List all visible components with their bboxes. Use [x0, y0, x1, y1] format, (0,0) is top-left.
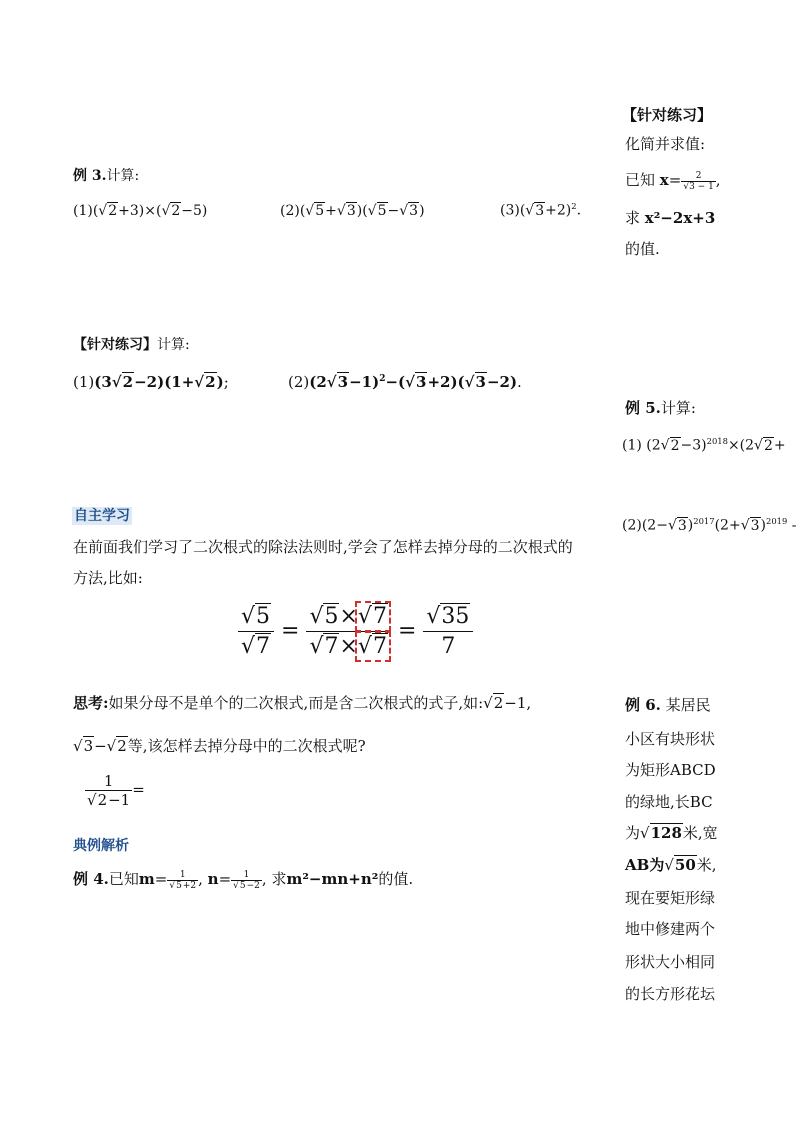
practice2-part1: (1)(3√2−2)(1+√2);	[73, 373, 229, 391]
ex5-part2: $(2)(2-√3)^{2017}(2+√3)^{2019}$ -	[622, 516, 797, 534]
ex6-line5: 为√128米,宽	[625, 824, 718, 842]
ex6-line10: 的长方形花坛	[625, 985, 716, 1003]
practice2-part2: $(2)(2√3-1)^2-(√3+2)(√3-2)$.	[288, 373, 522, 391]
rationalize-formula: $\frac{√5}{√7}$ = $\frac{√5\times√7}{√7\times√7}$ = $\frac{√35}{7}$	[238, 604, 473, 659]
ex6-line8: 地中修建两个	[625, 920, 716, 938]
ex6-line3: 为矩形ABCD	[625, 761, 716, 779]
think-line1: 思考:如果分母不是单个的二次根式,而是含二次根式的式子,如:√2−1,	[73, 694, 532, 712]
think-line2: √3−√2等,该怎样去掉分母中的二次根式呢?	[73, 737, 366, 755]
ex6-line9: 形状大小相同	[625, 953, 716, 971]
right-practice-ask: 求 x²−2x+3	[625, 209, 716, 227]
right-practice-title: 【针对练习】	[622, 106, 713, 124]
ex6-line7: 现在要矩形绿	[625, 889, 716, 907]
ex5-heading: 例 5.计算:	[625, 399, 696, 417]
think-fraction: $\frac{1}{√2-1}$ =	[87, 772, 145, 809]
right-practice-tail: 的值.	[625, 240, 660, 258]
ex5-part1: (1) $(2√2-3)^{2018}\times(2√2+$	[622, 436, 786, 454]
self-study-para1: 在前面我们学习了二次根式的除法法则时,学会了怎样去掉分母的二次根式的	[73, 538, 573, 556]
ex4-line: 例 4.已知m= $\frac{1}{√5+2}$ , n= $\frac{1}{√5-2}$ , 求m²−mn+n²的值.	[73, 869, 414, 891]
practice2-heading: 【针对练习】计算:	[73, 337, 190, 353]
ex3-part1: (1)(√2+3)×(√2−5)	[73, 203, 208, 219]
ex3-part3: $(3)(√3+2)^2$.	[500, 201, 582, 219]
self-study-heading: 自主学习	[74, 508, 130, 524]
right-practice-line1: 化简并求值:	[625, 135, 706, 153]
ex6-line1: 例 6. 某居民	[625, 696, 711, 714]
analysis-heading: 典例解析	[73, 838, 129, 854]
ex6-line6: AB为√50米,	[625, 856, 717, 874]
ex3-heading: 例 3.计算:	[73, 168, 140, 184]
ex6-line2: 小区有块形状	[625, 730, 716, 748]
ex3-part2: (2)(√5+√3)(√5−√3)	[280, 203, 425, 219]
self-study-para2: 方法,比如:	[73, 569, 143, 587]
ex6-line4: 的绿地,长BC	[625, 793, 713, 811]
right-practice-given: 已知 x= $\frac{2}{√3 - 1}$ ,	[625, 170, 721, 192]
